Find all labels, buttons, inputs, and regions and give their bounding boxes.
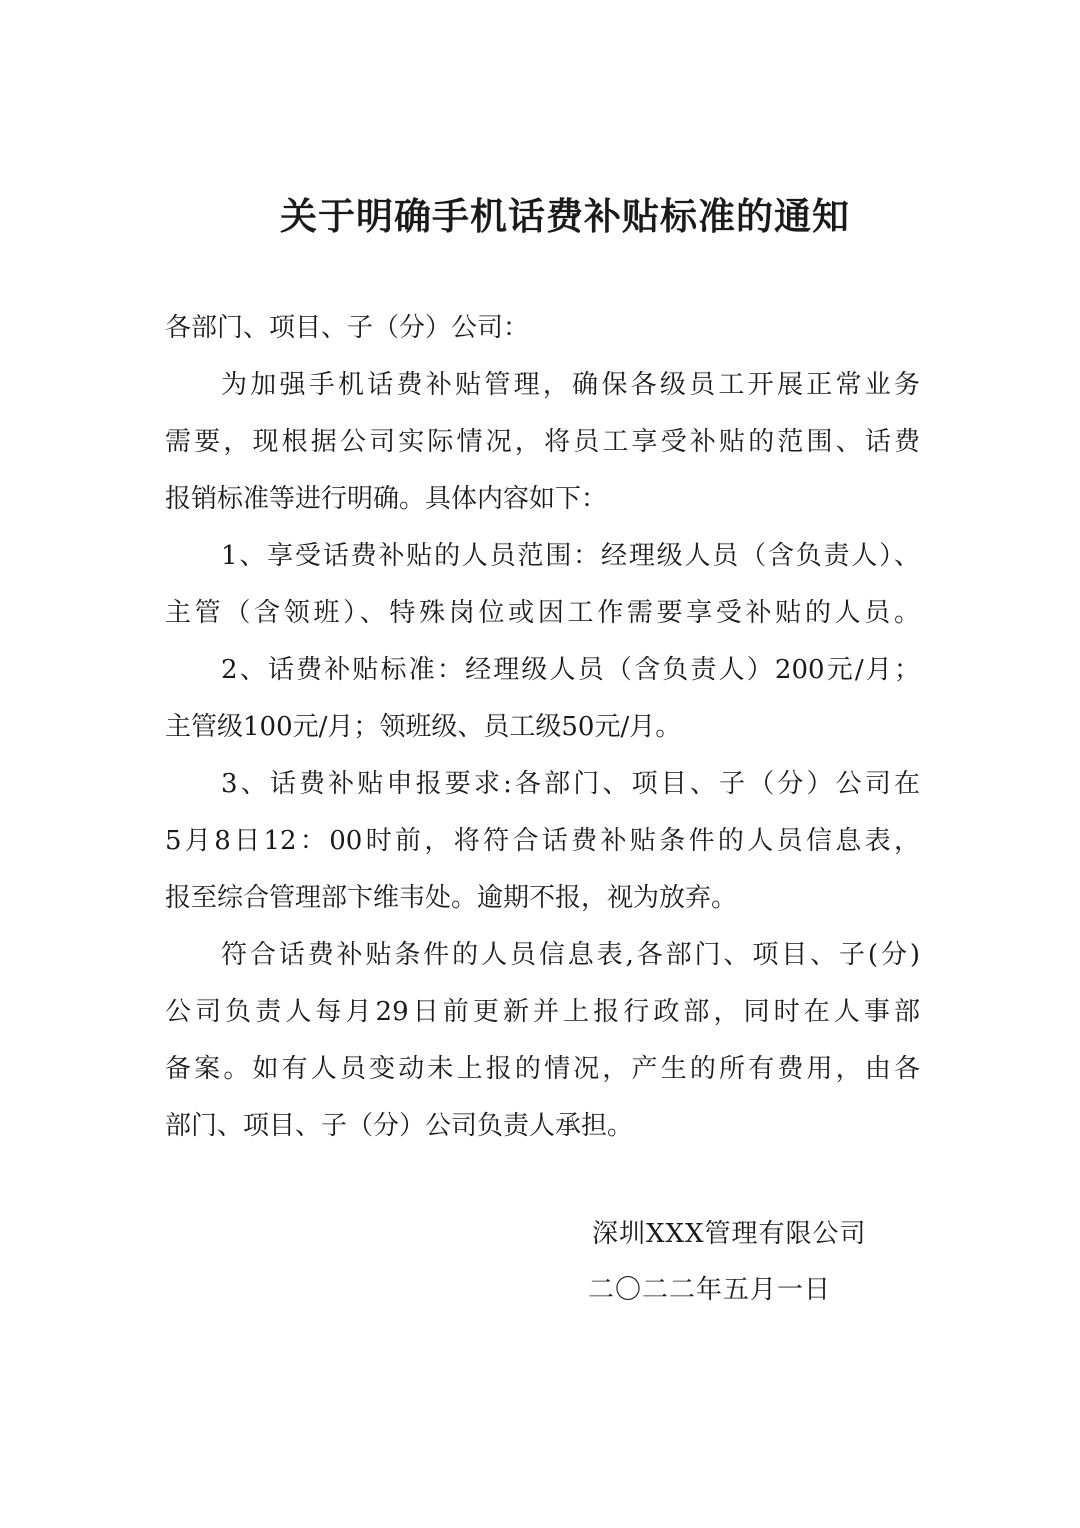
paragraph-line: 备案。如有人员变动未上报的情况，产生的所有费用，由各 [165, 1054, 920, 1084]
paragraph-item-3 [165, 756, 920, 927]
paragraph-line: 公司负责人每月29日前更新并上报行政部，同时在人事部 [165, 997, 920, 1027]
paragraph-intro [165, 357, 920, 528]
paragraph-line: 2、话费补贴标准：经理级人员（含负责人）200元/月； [221, 655, 920, 685]
signature-date: 二〇二二年五月一日 [588, 1275, 832, 1305]
paragraph-line: 主管级100元/月；领班级、员工级50元/月。 [165, 712, 682, 742]
paragraph-line: 主管（含领班）、特殊岗位或因工作需要享受补贴的人员。 [165, 598, 920, 628]
paragraph-line: 报至综合管理部卞维韦处。逾期不报，视为放弃。 [165, 883, 738, 913]
paragraph-line: 报销标准等进行明确。具体内容如下： [165, 484, 608, 514]
salutation: 各部门、项目、子（分）公司： [165, 313, 530, 343]
paragraph-line: 需要，现根据公司实际情况，将员工享受补贴的范围、话费 [165, 427, 920, 457]
paragraph-line: 1、享受话费补贴的人员范围：经理级人员（含负责人）、 [221, 541, 920, 571]
paragraph-line: 符合话费补贴条件的人员信息表,各部门、项目、子(分) [221, 940, 920, 970]
document-title: 关于明确手机话费补贴标准的通知 [280, 194, 850, 238]
paragraph-line: 为加强手机话费补贴管理，确保各级员工开展正常业务 [221, 370, 920, 400]
paragraph-closing [165, 927, 920, 1155]
paragraph-line: 5月8日12：00时前，将符合话费补贴条件的人员信息表， [165, 826, 920, 856]
paragraph-item-2 [165, 642, 920, 756]
paragraph-line: 部门、项目、子（分）公司负责人承担。 [165, 1111, 634, 1141]
document-body [165, 300, 920, 1155]
paragraph-item-1 [165, 528, 920, 642]
signature-company: 深圳XXX管理有限公司 [592, 1219, 867, 1249]
paragraph-line: 3、话费补贴申报要求:各部门、项目、子（分）公司在 [221, 769, 920, 799]
